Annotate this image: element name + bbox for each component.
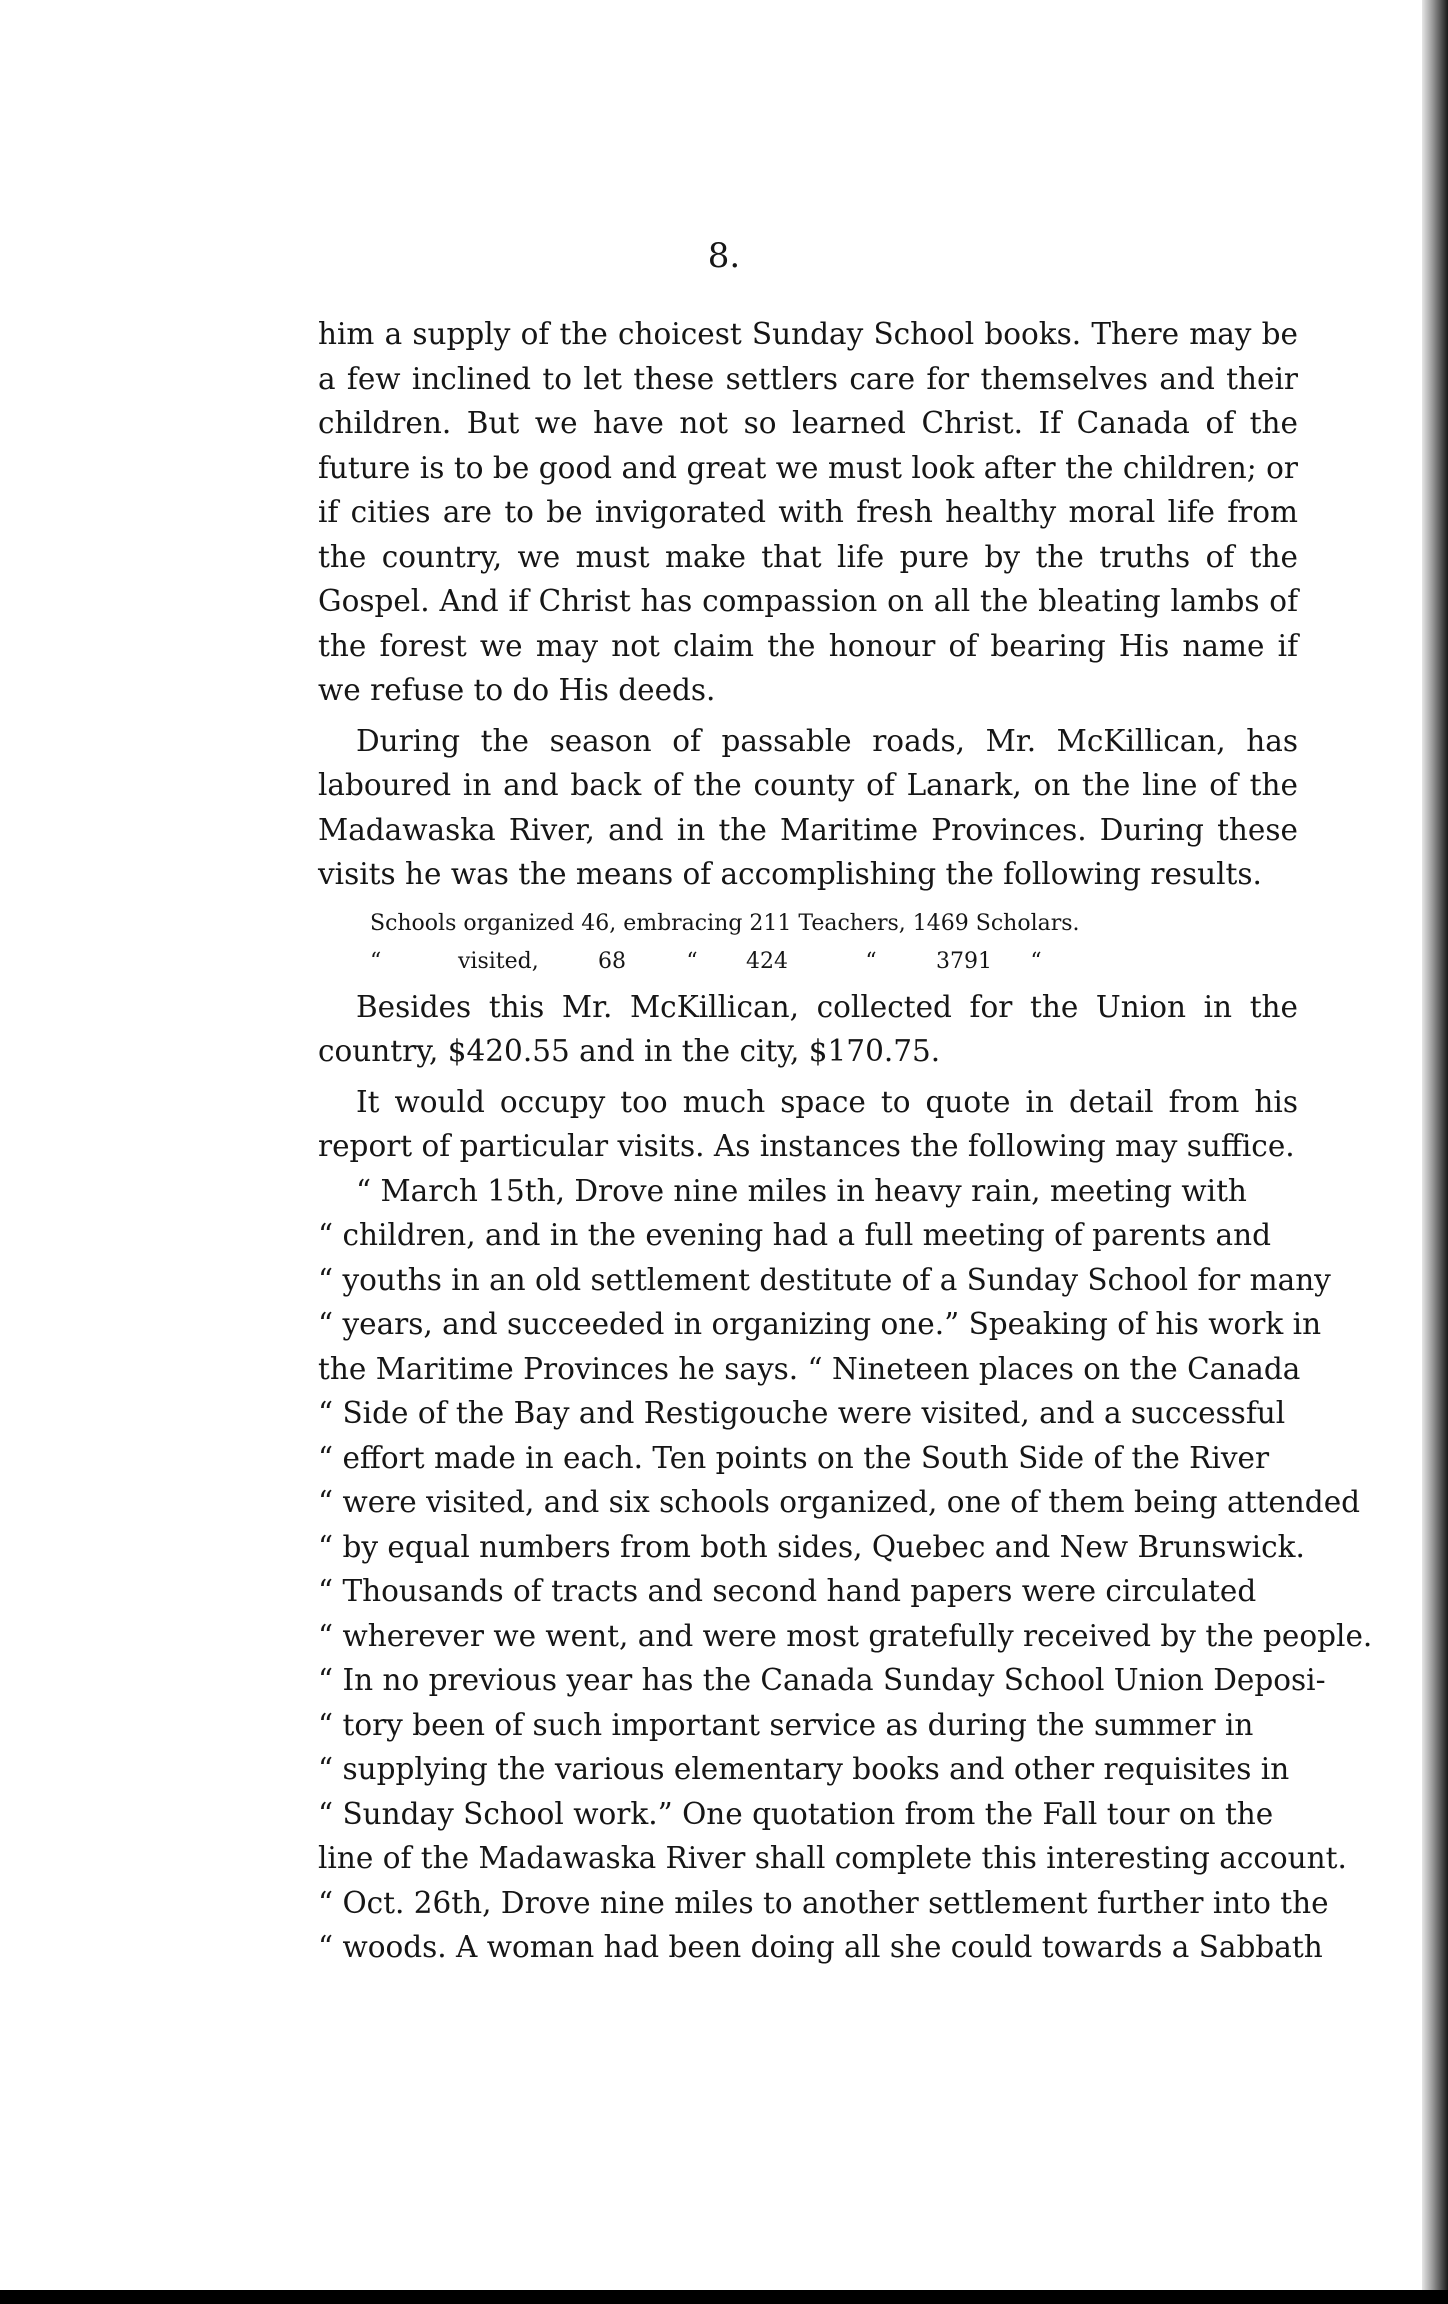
page-number: 8. — [707, 236, 741, 276]
ditto-mark: “ — [1030, 948, 1042, 974]
results-visited-scholars: 3791 — [936, 948, 992, 974]
quote-line: “ by equal numbers from both sides, Quebec and New Brunswick. — [318, 1529, 1305, 1564]
quote-line: “ Thousands of tracts and second hand papers were circulated — [318, 1574, 1257, 1608]
ditto-mark: “ — [686, 948, 698, 974]
quote-line: “ March 15th, Drove nine miles in heavy rain, meeting with — [356, 1173, 1247, 1208]
paragraph-1: him a supply of the choicest Sunday School books. There may be a few inclined to let these settlers care for themselves and their children. But we have not so learned Christ. If Canada of the future is to be good and great we must look after the children; or if cities are to be invigorated with fresh healthy moral life from the country, we must make that life pure by the truths of the Gospel. And if Christ has compassion on all the bleating lambs of the forest we may not claim the honour of bearing His name if we refuse to do His deeds. — [318, 317, 1298, 707]
quote-line: “ woods. A woman had been doing all she could towards a Sabbath — [318, 1930, 1323, 1964]
results-visited-label: visited, — [458, 948, 539, 974]
quote-line: “ effort made in each. Ten points on the South Side of the River — [318, 1440, 1270, 1475]
quote-line: the Maritime Provinces he says. “ Nineteen places on the Canada — [318, 1351, 1301, 1386]
quote-line: “ children, and in the evening had a full meeting of parents and — [318, 1218, 1272, 1252]
results-table — [370, 905, 1298, 981]
ditto-mark: “ — [370, 948, 382, 974]
quote-line: “ youths in an old settlement destitute of a Sunday School for many — [318, 1262, 1331, 1297]
page-body — [318, 312, 1373, 1970]
quote-line: line of the Madawaska River shall complete this interesting account. — [318, 1841, 1347, 1875]
scan-bottom-edge — [0, 2290, 1448, 2304]
paragraph-2: During the season of passable roads, Mr. McKillican, has laboured in and back of the county of Lanark, on the line of the Madawaska River, and in the Maritime Provinces. During these visits he was the means of accomplishing the following results. — [318, 723, 1298, 891]
results-row-organized — [370, 905, 1298, 943]
results-row-visited — [370, 943, 1298, 981]
quote-line: “ Side of the Bay and Restigouche were visited, and a successful — [318, 1396, 1286, 1430]
report-quotation — [318, 1169, 1373, 1970]
paragraph-3: Besides this Mr. McKillican, collected for the Union in the country, $420.55 and in the city, $170.75. — [318, 989, 1298, 1068]
results-visited-schools: 68 — [598, 948, 626, 974]
quote-line: “ wherever we went, and were most gratefully received by the people. — [318, 1618, 1373, 1653]
quote-line: “ were visited, and six schools organized, one of them being attended — [318, 1485, 1361, 1519]
results-organized-text: Schools organized 46, embracing 211 Teachers, 1469 Scholars. — [370, 910, 1080, 936]
ditto-mark: “ — [865, 948, 877, 974]
quote-line: “ supplying the various elementary books and other requisites in — [318, 1752, 1290, 1786]
results-visited-teachers: 424 — [746, 948, 788, 974]
paragraph-4: It would occupy too much space to quote in detail from his report of particular visits. As instances the following may suffice. — [318, 1084, 1298, 1163]
quote-line: “ tory been of such important service as during the summer in — [318, 1707, 1254, 1742]
scan-edge-shadow — [1422, 0, 1448, 2304]
quote-line: “ Oct. 26th, Drove nine miles to another settlement further into the — [318, 1885, 1329, 1920]
quote-line: “ In no previous year has the Canada Sunday School Union Deposi- — [318, 1663, 1326, 1697]
quote-line: “ years, and succeeded in organizing one.” Speaking of his work in — [318, 1307, 1322, 1341]
quote-line: “ Sunday School work.” One quotation from the Fall tour on the — [318, 1796, 1274, 1831]
